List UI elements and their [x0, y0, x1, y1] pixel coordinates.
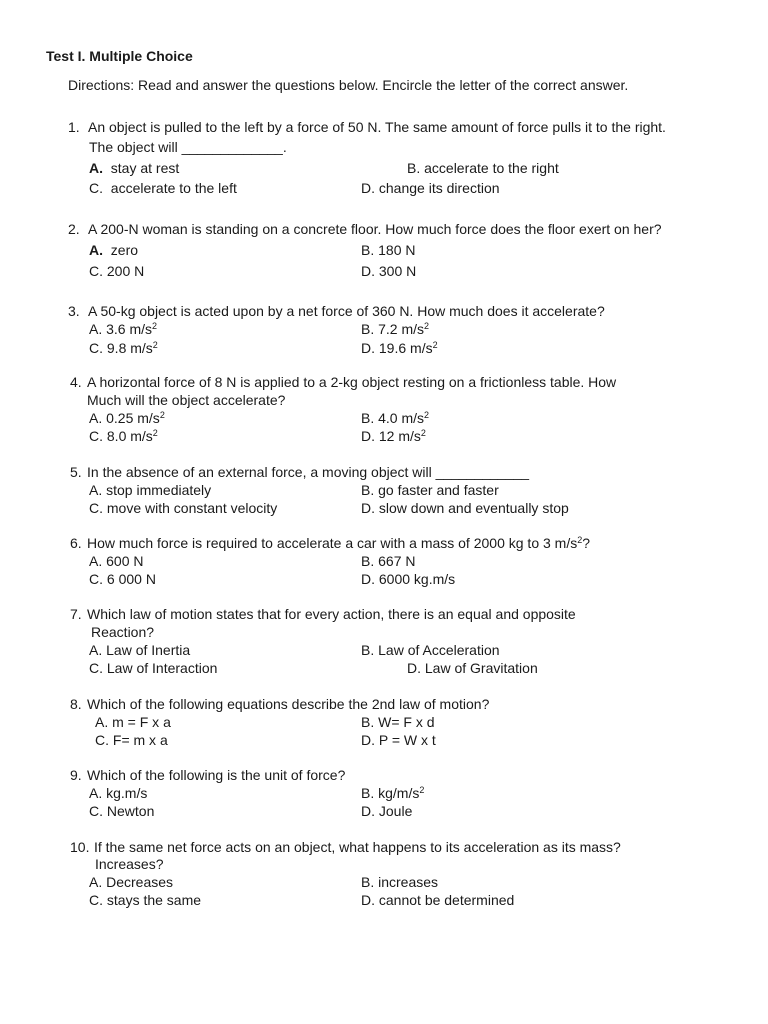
- option-d: [361, 427, 426, 445]
- superscript: 2: [420, 428, 426, 438]
- option-a: [89, 320, 157, 338]
- question-stem: [70, 766, 345, 784]
- question-stem: [70, 373, 616, 391]
- question-text: A 200-N woman is standing on a concrete floor. How much force does the floor exert on her?: [88, 221, 662, 237]
- question-number: 4.: [70, 374, 82, 390]
- option-b: B. increases: [361, 874, 439, 890]
- question-text: In the absence of an external force, a moving object will ____________: [87, 464, 530, 480]
- question-number: 7.: [70, 606, 82, 622]
- option-letter: C.: [89, 180, 103, 196]
- option-c: C. move with constant velocity: [89, 500, 278, 516]
- question-number: 8.: [70, 696, 82, 712]
- option-c: [89, 179, 237, 197]
- option-letter: A.: [89, 242, 103, 258]
- option-c: C. F= m x a: [95, 732, 168, 748]
- question-stem: [70, 605, 576, 623]
- option-b: B. W= F x d: [361, 714, 435, 730]
- superscript: 2: [419, 785, 425, 795]
- option-b: [361, 784, 424, 802]
- option-text: A. 3.6 m/s: [89, 321, 153, 337]
- option-text: A. 0.25 m/s: [89, 410, 160, 426]
- option-c: C. Newton: [89, 803, 155, 819]
- option-text: B. 4.0 m/s: [361, 410, 425, 426]
- superscript: 2: [577, 535, 583, 545]
- option-letter: A.: [89, 160, 103, 176]
- option-d: D. Law of Gravitation: [407, 660, 538, 676]
- option-b: B. 180 N: [361, 242, 416, 258]
- option-a: [89, 409, 165, 427]
- option-b: B. Law of Acceleration: [361, 642, 500, 658]
- superscript: 2: [159, 410, 165, 420]
- question-stem: [70, 534, 590, 552]
- option-a: A. kg.m/s: [89, 785, 148, 801]
- question-stem: [68, 302, 605, 320]
- option-c: C. 200 N: [89, 263, 145, 279]
- option-text: C. 8.0 m/s: [89, 428, 153, 444]
- question-text: An object is pulled to the left by a force of 50 N. The same amount of force pulls it to the right.: [88, 119, 666, 135]
- question-text: Which law of motion states that for every action, there is an equal and opposite: [87, 606, 576, 622]
- option-text: stay at rest: [110, 160, 180, 176]
- option-text: zero: [110, 242, 139, 258]
- directions-text: Directions: Read and answer the questions below. Encircle the letter of the correct answer.: [68, 77, 629, 93]
- superscript: 2: [152, 340, 158, 350]
- superscript: 2: [432, 340, 438, 350]
- question-text: A horizontal force of 8 N is applied to a 2-kg object resting on a frictionless table. How: [87, 374, 617, 390]
- superscript: 2: [152, 321, 158, 331]
- option-c: C. Law of Interaction: [89, 660, 218, 676]
- question-text: A 50-kg object is acted upon by a net force of 360 N. How much does it accelerate?: [88, 303, 605, 319]
- option-a: [89, 159, 179, 177]
- question-text-end: ?: [582, 535, 591, 551]
- option-b: [361, 409, 429, 427]
- option-b: B. 667 N: [361, 553, 416, 569]
- question-number: 6.: [70, 535, 82, 551]
- option-d: [361, 339, 438, 357]
- superscript: 2: [152, 428, 158, 438]
- option-d: D. 300 N: [361, 263, 417, 279]
- option-text: C. 9.8 m/s: [89, 340, 153, 356]
- option-text: B. kg/m/s: [361, 785, 420, 801]
- option-c: C. 6 000 N: [89, 571, 156, 587]
- question-text: How much force is required to accelerate a car with a mass of 2000 kg to 3 m/s: [87, 535, 578, 551]
- option-c: C. stays the same: [89, 892, 202, 908]
- question-number: 9.: [70, 767, 82, 783]
- option-d: D. 6000 kg.m/s: [361, 571, 456, 587]
- option-text: D. 12 m/s: [361, 428, 421, 444]
- question-text-cont: Reaction?: [91, 624, 155, 640]
- question-text: Which of the following is the unit of force?: [87, 767, 346, 783]
- option-b: [361, 320, 429, 338]
- question-text-cont: Much will the object accelerate?: [87, 392, 286, 408]
- option-a: A. m = F x a: [95, 714, 171, 730]
- question-text-cont: Increases?: [95, 856, 164, 872]
- question-stem: [70, 695, 489, 713]
- question-number: 5.: [70, 464, 82, 480]
- option-d: D. slow down and eventually stop: [361, 500, 569, 516]
- question-text: If the same net force acts on an object, what happens to its acceleration as its mass?: [94, 839, 621, 855]
- superscript: 2: [424, 321, 430, 331]
- option-d: D. change its direction: [361, 180, 500, 196]
- option-a: A. stop immediately: [89, 482, 212, 498]
- option-text: D. 19.6 m/s: [361, 340, 433, 356]
- option-c: [89, 427, 158, 445]
- option-d: D. P = W x t: [361, 732, 436, 748]
- question-number: 1.: [68, 119, 80, 135]
- question-stem: [68, 220, 662, 238]
- option-c: [89, 339, 158, 357]
- option-a: [89, 241, 138, 259]
- question-stem: [68, 118, 666, 136]
- option-b: B. go faster and faster: [361, 482, 499, 498]
- question-stem: [70, 463, 529, 481]
- option-a: A. Decreases: [89, 874, 174, 890]
- option-text: B. 7.2 m/s: [361, 321, 425, 337]
- option-a: A. 600 N: [89, 553, 144, 569]
- option-b: B. accelerate to the right: [407, 160, 559, 176]
- page-title: Test I. Multiple Choice: [46, 48, 193, 64]
- question-stem: [70, 838, 621, 856]
- question-number: 10.: [70, 839, 90, 855]
- option-d: D. Joule: [361, 803, 413, 819]
- question-number: 3.: [68, 303, 80, 319]
- question-text: Which of the following equations describe the 2nd law of motion?: [87, 696, 490, 712]
- option-a: A. Law of Inertia: [89, 642, 191, 658]
- option-d: D. cannot be determined: [361, 892, 515, 908]
- option-text: accelerate to the left: [110, 180, 237, 196]
- question-text-cont: The object will _____________.: [89, 139, 287, 155]
- superscript: 2: [424, 410, 430, 420]
- question-number: 2.: [68, 221, 80, 237]
